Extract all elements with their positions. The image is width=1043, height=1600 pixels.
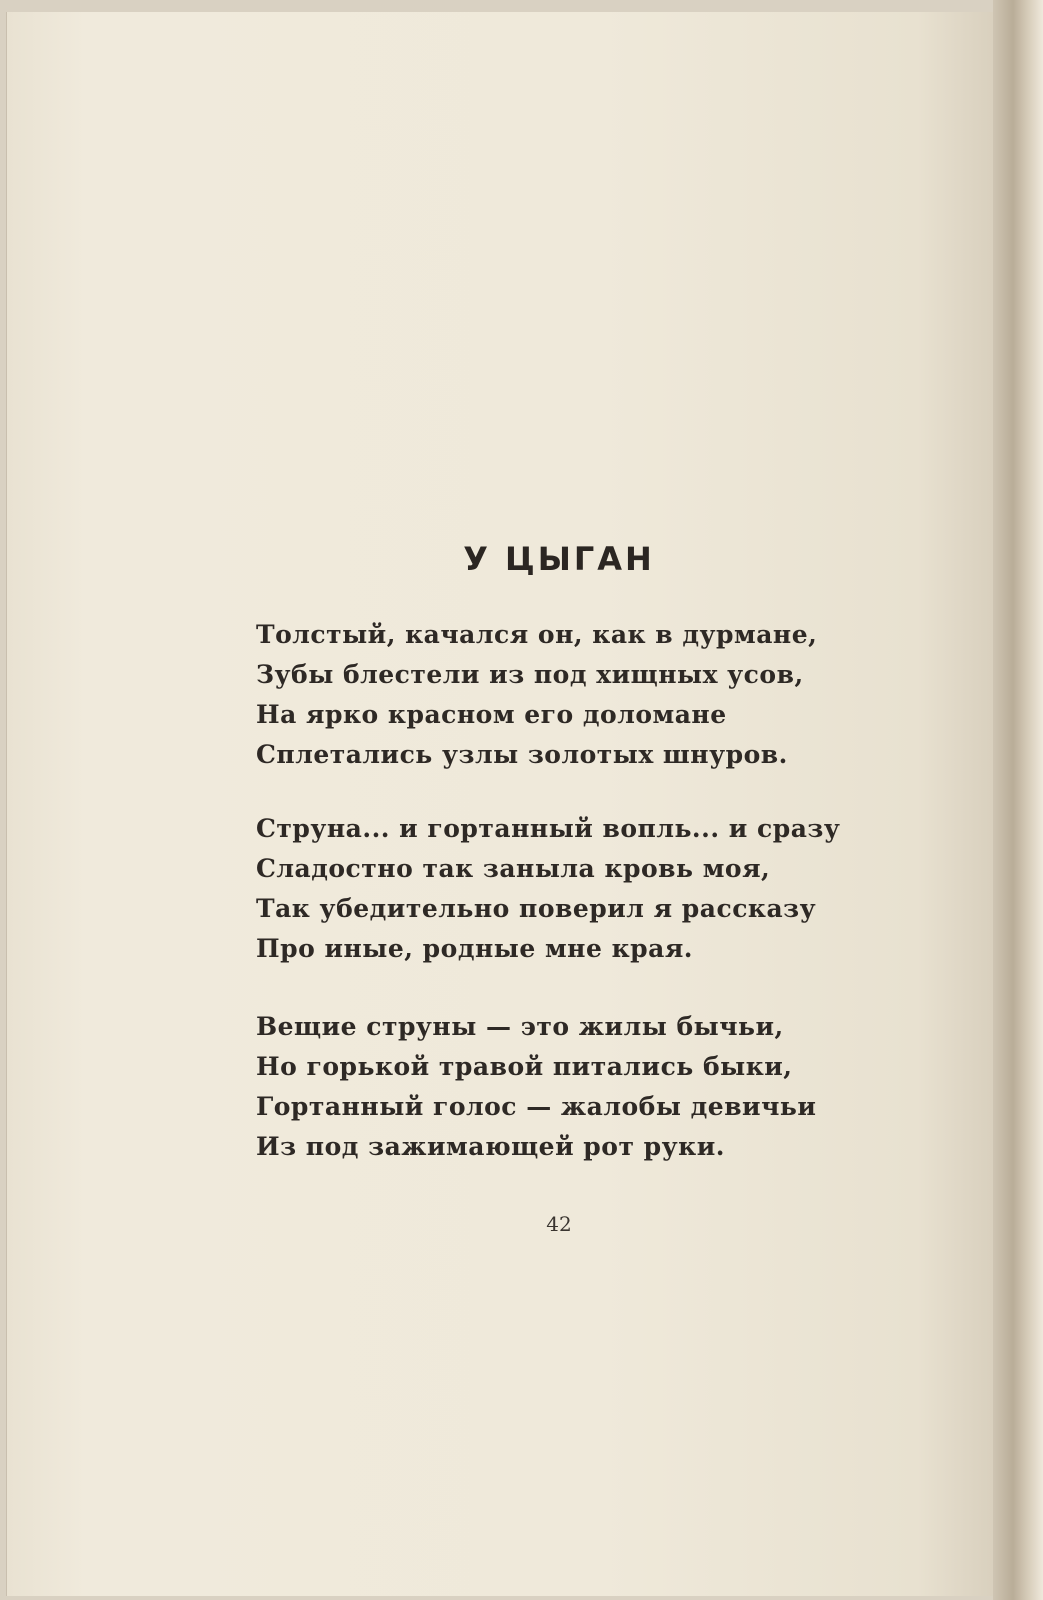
poem-line: Сладостно так заныла кровь моя, (256, 854, 771, 883)
poem-line: Толстый, качался он, как в дурмане, (256, 620, 818, 649)
poem-line: Из под зажимающей рот руки. (256, 1132, 725, 1161)
page-number: 42 (546, 1212, 572, 1236)
stanza-1 (256, 615, 817, 775)
book-spine-edge (993, 0, 1043, 1600)
poem-line: Гортанный голос — жалобы девичьи (256, 1092, 817, 1121)
poem-line: Про иные, родные мне края. (256, 934, 693, 963)
poem-line: Вещие струны — это жилы бычьи, (256, 1012, 784, 1041)
poem-line: Сплетались узлы золотых шнуров. (256, 740, 788, 769)
stanza-2 (256, 809, 840, 969)
poem-title: У ЦЫГАН (463, 540, 655, 578)
poem-line: Так убедительно поверил я рассказу (256, 894, 817, 923)
poem-line: Но горькой травой питались быки, (256, 1052, 793, 1081)
poem-line: Зубы блестели из под хищных усов, (256, 660, 804, 689)
poem-line: На ярко красном его доломане (256, 700, 727, 729)
stanza-3 (256, 1007, 816, 1167)
poem-line: Струна... и гортанный вопль... и сразу (256, 814, 841, 843)
bleed-through-text (240, 240, 920, 280)
